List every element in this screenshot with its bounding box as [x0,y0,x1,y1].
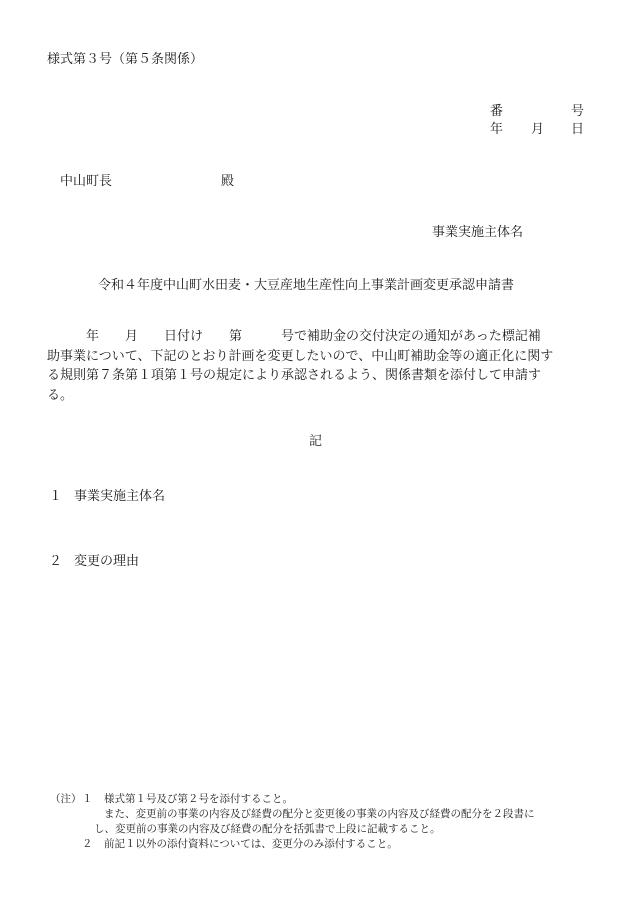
item-label-applicant: 事業実施主体名 [74,489,166,504]
item-label-reason: 変更の理由 [74,554,140,569]
document-number-label: 番 [490,104,504,119]
date-day-label: 日 [571,122,585,137]
document-number-unit: 号 [571,104,585,119]
honorific: 殿 [221,174,235,189]
body-line: る規則第７条第１項第１号の規定により承認されるよう、関係書類を添付して申請す [47,368,542,383]
body-paragraph [47,327,585,405]
body-line: 年 月 日付け 第 号で補助金の交付決定の通知があった標記補 [47,329,541,344]
notes-head: （注） [50,793,82,805]
body-line: る。 [47,387,74,403]
note-text: し、変更前の事業の内容及び経費の配分を括弧書で上段に記載すること。 [94,823,441,835]
item-number: ２ [49,554,63,569]
note-text: 様式第１号及び第２号を添付すること。 [104,793,293,805]
note-number: １ [82,793,93,805]
document-title: 令和４年度中山町水田麦・大豆産地生産性向上事業計画変更承認申請書 [98,278,515,293]
note-text: 前記１以外の添付資料については、変更分のみ添付すること。 [104,838,398,850]
body-line: 助事業について、下記のとおり計画を変更したいので、中山町補助金等の適正化に関す [47,348,554,364]
note-number: ２ [82,838,93,850]
date-month-label: 月 [531,122,545,137]
note-text: また、変更前の事業の内容及び経費の配分と変更後の事業の内容及び経費の配分を２段書に [104,808,535,820]
applicant-name-label: 事業実施主体名 [432,225,524,240]
addressee: 中山町長 [60,174,113,189]
ki-heading: 記 [309,434,323,449]
item-number: １ [49,489,63,504]
form-number: 様式第３号（第５条関係） [47,52,204,67]
date-year-label: 年 [490,122,504,137]
